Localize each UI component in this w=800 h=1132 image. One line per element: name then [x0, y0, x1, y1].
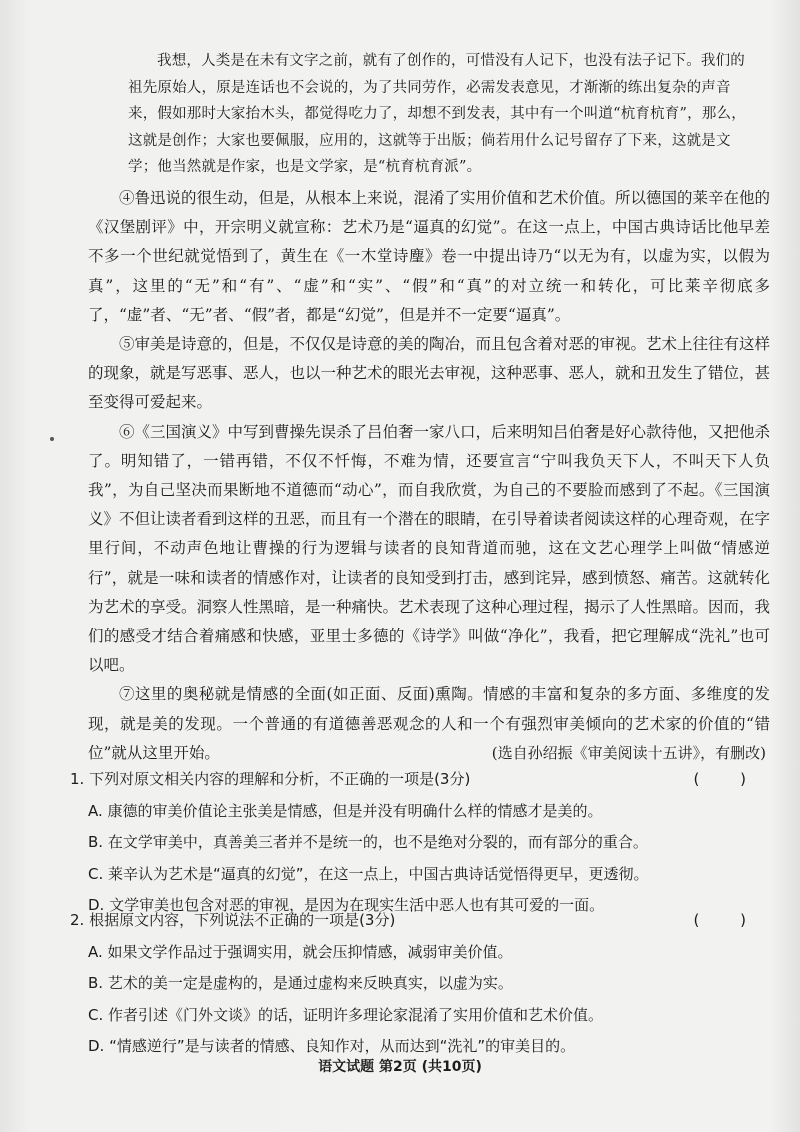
option-a: A. 康德的审美价值论主张美是情感，但是并没有明确什么样的情感才是美的。 [88, 801, 603, 820]
question-1-text: 1. 下列对原文相关内容的理解和分析，不正确的一项是(3分) [70, 770, 471, 788]
option-c: C. 莱辛认为艺术是“逼真的幻觉”，在这一点上，中国古典诗话觉悟得更早，更透彻。 [88, 864, 649, 883]
page-footer: 语文试题 第2页 (共10页) [318, 1059, 482, 1075]
question-stem [70, 905, 770, 937]
option-d: D. 文学审美也包含对恶的审视，是因为在现实生活中恶人也有其可爱的一面。 [88, 896, 605, 914]
question-stem [70, 764, 770, 796]
option-a: A. 如果文学作品过于强调实用，就会压抑情感，减弱审美价值。 [88, 942, 513, 961]
paragraph-5: ⑤审美是诗意的，但是，不仅仅是诗意的美的陶冶，而且包含着对恶的审视。艺术上往往有这样的现象，就是写恶事、恶人，也以一种艺术的眼光去审视，这种恶事、恶人，就和丑发生了错位，甚至变得可爱起来。 [88, 335, 771, 412]
source-citation: (选自孙绍振《审美阅读十五讲》，有删改) [491, 744, 766, 762]
lu-xun-quote [128, 48, 754, 181]
option-b: B. 艺术的美一定是虚构的，是通过虚构来反映真实，以虚为实。 [88, 974, 513, 992]
quote-paragraph: 我想，人类是在未有文字之前，就有了创作的，可惜没有人记下，也没有法子记下。我们的祖先原始人，原是连话也不会说的，为了共同劳作，必需发表意见，才渐渐的练出复杂的声音来，假如那时大家抬木头，都觉得吃力了，却想不到发表，其中有一个叫道“杭育杭育”，那么，这就是创作；大家也要佩服，应用的，这就等于出版；倘若用什么记号留存了下来，这就是文学；他当然就是作家，也是文学家，是“杭育杭育派”。 [128, 53, 746, 176]
paragraph-6: ⑥《三国演义》中写到曹操先误杀了吕伯奢一家八口，后来明知吕伯奢是好心款待他，又把他杀了。明知错了，一错再错，不仅不忏悔，不难为情，还要宣言“宁叫我负天下人，不叫天下人负我”，为自己坚决而果断地不道德而“动心”，而自我欣赏，为自己的不要脸而感到了不起。《三国演义》不但让读者看到这样的丑恶，而且有一个潜在的眼睛，在引导着读者阅读这样的心理奇观，在字里行间，不动声色地让曹操的行为逻辑与读者的良知背道而驰，这在文艺心理学上叫做“情感逆行”，就是一味和读者的情感作对，让读者的良知受到打击，感到诧异，感到愤怒、痛苦。这就转化为艺术的享受。洞察人性黑暗，是一种痛快。艺术表现了这种心理过程，揭示了人性黑暗。因而，我们的感受才结合着痛感和快感，亚里士多德的《诗学》叫做“净化”，我看，把它理解成“洗礼”也可以吧。 [88, 422, 771, 675]
paragraph-7: ⑦这里的奥秘就是情感的全面(如正面、反面)熏陶。情感的丰富和复杂的多方面、多维度的发现，就是美的发现。一个普通的有道德善恶观念的人和一个有强烈审美倾向的艺术家的价值的“错位”就从这里开始。 [88, 685, 770, 762]
option-d: D. “情感逆行”是与读者的情感、良知作对，从而达到“洗礼”的审美目的。 [88, 1037, 576, 1055]
option-b: B. 在文学审美中，真善美三者并不是统一的，也不是绝对分裂的，而有部分的重合。 [88, 833, 648, 851]
question-2-text: 2. 根据原文内容，下列说法不正确的一项是(3分) [70, 911, 396, 929]
scan-speck [50, 437, 54, 441]
option-c: C. 作者引述《门外文谈》的话，证明许多理论家混淆了实用价值和艺术价值。 [88, 1005, 604, 1024]
answer-blank[interactable]: ( ) [693, 770, 764, 788]
question-1 [70, 764, 770, 922]
question-2 [70, 905, 770, 1063]
paragraph-4: ④鲁迅说的很生动，但是，从根本上来说，混淆了实用价值和艺术价值。所以德国的莱辛在他的《汉堡剧评》中，开宗明义就宣称：艺术乃是“逼真的幻觉”。在这一点上，中国古典诗话比他早差不多一个世纪就觉悟到了，黄生在《一木堂诗麈》卷一中提出诗乃“以无为有，以虚为实，以假为真”，这里的“无”和“有”、“虚”和“实”、“假”和“真”的对立统一和转化，可比莱辛彻底多了，“虚”者、“无”者、“假”者，都是“幻觉”，但是并不一定要“逼真”。 [88, 189, 771, 324]
article-body [88, 184, 770, 768]
answer-blank[interactable]: ( ) [693, 911, 764, 929]
